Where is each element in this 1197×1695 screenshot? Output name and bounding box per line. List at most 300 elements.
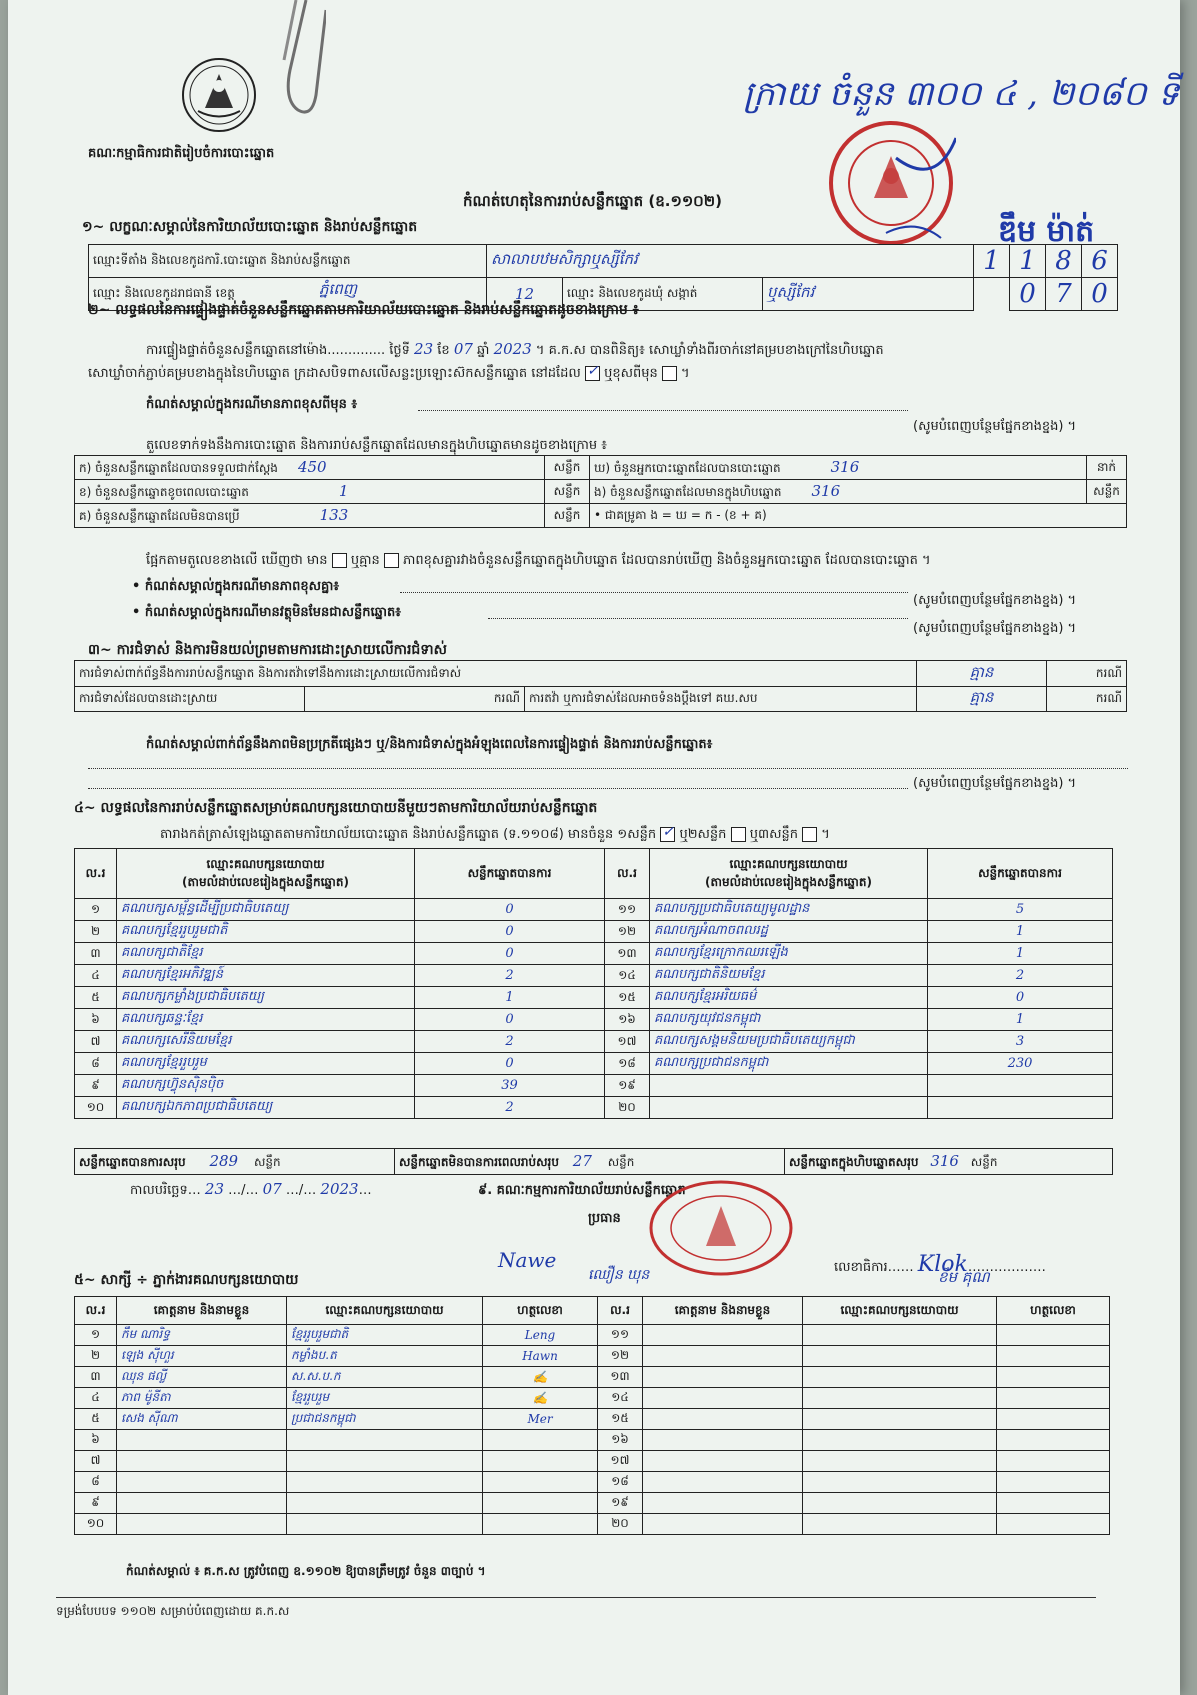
col-party: ឈ្មោះគណបក្សនយោបាយ [287, 1297, 483, 1325]
result-no: ៩ [75, 1075, 117, 1097]
verify-line [146, 340, 884, 361]
result-no: ៧ [75, 1031, 117, 1053]
witness-signature: Mer [483, 1409, 598, 1430]
results-body [75, 899, 1113, 1119]
count-b-cell [75, 480, 545, 504]
col-party: ឈ្មោះគណបក្សនយោបាយ [803, 1297, 997, 1325]
witness-name [117, 1472, 287, 1493]
commune-digit: 7 [1046, 278, 1082, 311]
witness-signature [997, 1367, 1110, 1388]
witness-name [643, 1367, 803, 1388]
col-votes: សន្លឹកឆ្នោតបានការ [415, 849, 605, 899]
witness-party [287, 1472, 483, 1493]
result-no: ៨ [75, 1053, 117, 1075]
note-diff-label: កំណត់សម្គាល់ក្នុងករណីមានភាពខុសពីមុន ៖ [146, 397, 358, 412]
witness-signature [483, 1430, 598, 1451]
result-votes: 0 [415, 943, 605, 965]
note-incident-line [488, 618, 908, 619]
table-row [75, 1346, 1110, 1367]
witness-party: ប្រជាជនកម្ពុជា [287, 1409, 483, 1430]
witness-party [803, 1514, 997, 1535]
table-row [75, 1009, 1113, 1031]
result-party: គណបក្សអំណាចពលរដ្ឋ [650, 921, 928, 943]
compare-line [146, 552, 931, 571]
witness-signature [483, 1514, 598, 1535]
col-party-label: ឈ្មោះគណបក្សនយោបាយ [729, 856, 848, 871]
count-d-label: ឃ) ចំនួនអ្នកបោះឆ្នោតដែលបានបោះឆ្នោត [594, 460, 781, 475]
unit-sheet: សន្លឹក [1087, 480, 1127, 504]
chairman-label: ប្រធាន [588, 1211, 621, 1226]
total-invalid-value: 27 [572, 1151, 592, 1170]
witness-no: ២ [75, 1346, 117, 1367]
count-b-value: 1 [338, 481, 349, 500]
unit-sheet: សន្លឹក [545, 504, 590, 528]
witness-no: ៤ [75, 1388, 117, 1409]
result-no: ១៣ [605, 943, 650, 965]
witness-name [643, 1451, 803, 1472]
check-mark: ✓ [586, 363, 599, 379]
col-no: ល.រ [605, 849, 650, 899]
objection-table [74, 660, 1127, 712]
witness-party [287, 1430, 483, 1451]
witness-name: កឹម ណារិទ្ធ [117, 1325, 287, 1346]
result-party [650, 1097, 928, 1119]
signer-name: ឌឹម ម៉ាត់ [998, 214, 1095, 249]
result-party: គណបក្សខ្មែររួបរួមជាតិ [117, 921, 415, 943]
two-sheet-checkbox[interactable] [731, 827, 746, 842]
objection-row1-value: គ្មាន [917, 661, 1047, 687]
result-no: ៦ [75, 1009, 117, 1031]
count-e-label: ង) ចំនួនសន្លឹកឆ្នោតដែលមានក្នុងហិបឆ្នោត [594, 484, 782, 499]
count-e-cell [590, 480, 1087, 504]
province-code: 12 [487, 278, 563, 311]
witness-signature: ✍ [483, 1367, 598, 1388]
code-digit: 6 [1082, 245, 1118, 278]
unit-person: នាក់ [1087, 456, 1127, 480]
opt2-label: ឬ២សន្លឹក [679, 827, 727, 842]
witness-party [803, 1367, 997, 1388]
witness-party [803, 1409, 997, 1430]
secretary-line: លេខាធិការ…… Klok……………… [834, 1252, 1046, 1277]
col-sign: ហត្ថលេខា [997, 1297, 1110, 1325]
date-month: 07 [262, 1180, 282, 1198]
document-page [8, 0, 1180, 1695]
witness-name [643, 1472, 803, 1493]
witness-no: ១៧ [598, 1451, 643, 1472]
result-votes: 2 [415, 1097, 605, 1119]
section4-heading: ៤~ លទ្ធផលនៃការរាប់សន្លឹកឆ្នោតសម្រាប់គណបក្សនយោបាយនីមួយៗតាមការិយាល័យរាប់សន្លឹកឆ្នោត [74, 800, 598, 816]
result-party: គណបក្សឯកភាពប្រជាធិបតេយ្យ [117, 1097, 415, 1119]
col-party [650, 849, 928, 899]
witness-no: ១ [75, 1325, 117, 1346]
table-row [75, 1451, 1110, 1472]
nec-logo-icon [180, 56, 258, 134]
form-title: កំណត់ហេតុនៃការរាប់សន្លឹកឆ្នោត (ឧ.១១០២) [463, 192, 723, 210]
witness-no: ៣ [75, 1367, 117, 1388]
note-mismatch-line [400, 592, 908, 593]
witness-name [643, 1493, 803, 1514]
result-party: គណបក្សខ្មែរក្រោកឈរឡើង [650, 943, 928, 965]
witness-party [803, 1451, 997, 1472]
verify-text: ការផ្ទៀងផ្ទាត់ចំនួនសន្លឹកឆ្នោតនៅម៉ោង.............. ថ្ងៃទី [146, 343, 410, 358]
table-row [75, 1325, 1110, 1346]
location-value: សាលាបឋមសិក្សាឬស្សីកែវ [487, 245, 974, 278]
witness-name [643, 1430, 803, 1451]
table-row [75, 1514, 1110, 1535]
commune-digit: 0 [1082, 278, 1118, 311]
total-box-value: 316 [930, 1151, 959, 1170]
witness-no: ៨ [75, 1472, 117, 1493]
col-party-label: ឈ្មោះគណបក្សនយោបាយ [206, 856, 325, 871]
result-party: គណបក្សប្រជាធិបតេយ្យមូលដ្ឋាន [650, 899, 928, 921]
total-valid-value: 289 [209, 1151, 239, 1170]
witness-signature: ✍ [483, 1388, 598, 1409]
changed-checkbox[interactable] [662, 366, 677, 381]
result-no: ២០ [605, 1097, 650, 1119]
compare-text: ផ្អែកតាមតួលេខខាងលើ ឃើញថា មាន [146, 553, 328, 568]
table-row [75, 1388, 1110, 1409]
footer-form-desc: ទម្រង់បែបបទ ១១០២ សម្រាប់បំពេញដោយ គ.ក.ស [56, 1604, 290, 1618]
result-votes: 0 [928, 987, 1113, 1009]
witness-name [643, 1409, 803, 1430]
section3-heading: ៣~ ការជំទាស់ និងការមិនយល់ព្រមតាមការដោះស្រាយលើការជំទាស់ [88, 642, 447, 658]
result-votes: 230 [928, 1053, 1113, 1075]
intact-checkbox[interactable] [585, 363, 600, 381]
result-no: ១៩ [605, 1075, 650, 1097]
three-sheet-checkbox[interactable] [802, 827, 817, 842]
total-invalid-label: សន្លឹកឆ្នោតមិនបានការពេលរាប់សរុប [399, 1154, 559, 1169]
witness-no: ១៣ [598, 1367, 643, 1388]
witness-party [803, 1430, 997, 1451]
result-party: គណបក្សសង្គមនិយមប្រជាធិបតេយ្យកម្ពុជា [650, 1031, 928, 1053]
one-sheet-checkbox[interactable] [660, 824, 675, 842]
no-diff-checkbox[interactable] [384, 553, 399, 568]
witness-body [75, 1325, 1110, 1535]
witness-signature [997, 1493, 1110, 1514]
witness-signature [997, 1514, 1110, 1535]
witness-party [803, 1472, 997, 1493]
commune-value: ឬស្សីកែវ [763, 278, 974, 311]
paper-clip-icon [276, 0, 326, 125]
witness-signature [997, 1346, 1110, 1367]
count-a-label: ក) ចំនួនសន្លឹកឆ្នោតដែលបានទទួលជាក់ស្តែង [79, 460, 278, 475]
witness-name [643, 1346, 803, 1367]
check-mark: ✓ [662, 824, 675, 840]
unit-sheet: សន្លឹក [545, 456, 590, 480]
resolved-label: ការជំទាស់ដែលបានដោះស្រាយ [75, 687, 305, 712]
date-day: 23 [204, 1180, 224, 1198]
result-party: គណបក្សឆន្ទៈខ្មែរ [117, 1009, 415, 1031]
witness-no: ១៥ [598, 1409, 643, 1430]
result-votes: 0 [415, 921, 605, 943]
section1-heading: ១~ លក្ខណៈសម្គាល់នៃការិយាល័យបោះឆ្នោត និងរាប់សន្លឹកឆ្នោត [82, 219, 418, 235]
total-invalid-cell [395, 1149, 785, 1175]
witness-signature [997, 1451, 1110, 1472]
witness-no: ១៩ [598, 1493, 643, 1514]
result-party: គណបក្សជាតិនិយមខ្មែរ [650, 965, 928, 987]
secretary-name: ខឹម គុណ [938, 1268, 990, 1286]
compare-text3: ភាពខុសគ្នារវាងចំនួនសន្លឹកឆ្នោតក្នុងហិបឆ្នោត ដែលបានរាប់ឃើញ និងចំនួនអ្នកបោះឆ្នោត ដែលបានបោះឆ្នោត ។ [403, 553, 931, 568]
verify-year: 2023 [493, 340, 532, 358]
witness-name [643, 1388, 803, 1409]
case-label: ករណី [1047, 661, 1127, 687]
col-sign: ហត្ថលេខា [483, 1297, 598, 1325]
section4-intro: តារាងកត់ត្រាសំឡេងឆ្នោតតាមការិយាល័យបោះឆ្នោត និងរាប់សន្លឹកឆ្នោត (ទ.១១០៨) មានចំនួន ១សន្លឹក [160, 827, 657, 842]
unit: សន្លឹក [607, 1154, 635, 1169]
please-fill-2: (សូមបំពេញបន្ថែមផ្នែកខាងខ្នង) ។ [913, 593, 1077, 608]
result-votes: 2 [415, 965, 605, 987]
result-votes: 5 [928, 899, 1113, 921]
results-table [74, 848, 1113, 1119]
section2-heading: ២~ លទ្ធផលនៃការផ្ទៀងផ្ទាត់ចំនួនសន្លឹកឆ្នោតតាមការិយាល័យបោះឆ្នោត និងរាប់សន្លឹកឆ្នោតដូចខាងក្រោម ៖ [88, 302, 639, 318]
section3-note-line1 [88, 768, 1128, 769]
table-row [75, 899, 1113, 921]
total-valid-label: សន្លឹកឆ្នោតបានការសរុប [79, 1154, 186, 1169]
total-valid-cell [75, 1149, 395, 1175]
appeal-value: គ្មាន [917, 687, 1047, 712]
result-no: ១០ [75, 1097, 117, 1119]
witness-party [803, 1493, 997, 1514]
section3-note-line2 [88, 788, 908, 789]
witness-party [287, 1493, 483, 1514]
result-votes: 1 [928, 1009, 1113, 1031]
col-party-sub: (តាមលំដាប់លេខរៀងក្នុងសន្លឹកឆ្នោត) [705, 874, 872, 889]
code-digit: 1 [1010, 245, 1046, 278]
count-d-value: 316 [830, 457, 860, 476]
unit: សន្លឹក [253, 1154, 281, 1169]
witness-party: ស.ស.ប.ក [287, 1367, 483, 1388]
witness-no: ១៤ [598, 1388, 643, 1409]
result-votes: 3 [928, 1031, 1113, 1053]
case-label: ករណី [1047, 687, 1127, 712]
verify-day: 23 [414, 340, 434, 358]
verify-month: 07 [453, 340, 473, 358]
unit: សន្លឹក [970, 1154, 998, 1169]
counts-intro: តួលេខទាក់ទងនឹងការបោះឆ្នោត និងការរាប់សន្លឹកឆ្នោតដែលមានក្នុងហិបឆ្នោតមានដូចខាងក្រោម ៖ [146, 438, 607, 453]
table-row [75, 1075, 1113, 1097]
result-no: ៤ [75, 965, 117, 987]
objection-row1-label: ការជំទាស់ពាក់ព័ន្ធនឹងការរាប់សន្លឹកឆ្នោត និងការតវ៉ាទៅនឹងការដោះស្រាយលើការជំទាស់ [75, 661, 917, 687]
total-box-label: សន្លឹកឆ្នោតក្នុងហិបឆ្នោតសរុប [789, 1154, 919, 1169]
witness-no: ១១ [598, 1325, 643, 1346]
please-fill-1: (សូមបំពេញបន្ថែមផ្នែកខាងខ្នង) ។ [913, 419, 1077, 434]
count-a-cell [75, 456, 545, 480]
formula: • ជាគម្រូគា ង = ឃ = ក - (ខ + គ) [590, 504, 1127, 528]
count-e-value: 316 [811, 481, 841, 500]
result-votes [928, 1075, 1113, 1097]
result-party: គណបក្សហ៊្វុនស៊ិនប៉ិច [117, 1075, 415, 1097]
witness-no: ១០ [75, 1514, 117, 1535]
witness-no: ២០ [598, 1514, 643, 1535]
blank-digit-cell [974, 278, 1010, 311]
table-row [75, 1430, 1110, 1451]
committee-label: ៩. គណៈកម្មការការិយាល័យរាប់សន្លឹកឆ្នោត [478, 1183, 686, 1198]
table-row [75, 1409, 1110, 1430]
table-row [75, 1097, 1113, 1119]
witness-signature [483, 1493, 598, 1514]
table-row [75, 943, 1113, 965]
col-no: ល.រ [75, 849, 117, 899]
result-no: ១ [75, 899, 117, 921]
result-no: ៥ [75, 987, 117, 1009]
result-no: ១៦ [605, 1009, 650, 1031]
section3-note: កំណត់សម្គាល់ពាក់ព័ន្ធនឹងភាពមិនប្រក្រតីផ្សេងៗ ឬ/និងការជំទាស់ក្នុងអំឡុងពេលនៃការផ្ទៀងផ្ទាត់ និងការរាប់សន្លឹកឆ្នោត៖ [146, 737, 713, 752]
result-no: ១២ [605, 921, 650, 943]
note-mismatch: • កំណត់សម្គាល់ក្នុងករណីមានភាពខុសគ្នា៖ [132, 579, 340, 594]
witness-name: ឈុន ផល្លី [117, 1367, 287, 1388]
result-votes: 0 [415, 1053, 605, 1075]
result-no: ៣ [75, 943, 117, 965]
col-no: ល.រ [598, 1297, 643, 1325]
footnote: កំណត់សម្គាល់ ៖ គ.ក.ស ត្រូវបំពេញ ឧ.១១០២ ឱ្យបានត្រឹមត្រូវ ចំនួន ៣ច្បាប់ ។ [126, 1564, 486, 1578]
table-row [75, 987, 1113, 1009]
count-c-value: 133 [319, 505, 349, 524]
count-c-cell [75, 504, 545, 528]
verify-line2: សោឃ្លាំចាក់ភ្ជាប់គម្របខាងក្នុងនៃហិបឆ្នោត ក្រដាសបិទពាសលើសន្លះប្រឡោះស៊កសន្លឹកឆ្នោត នៅដដែល ✓ ឬខុសពីមុន ។ [88, 363, 690, 381]
location-label: ឈ្មោះទីតាំង និងលេខកូដការិ.បោះឆ្នោត និងរាប់សន្លឹកឆ្នោត [89, 245, 487, 278]
witness-signature [483, 1472, 598, 1493]
witness-signature [483, 1451, 598, 1472]
count-a-value: 450 [297, 457, 327, 476]
witness-name: ឡេង ស៊ីហួរ [117, 1346, 287, 1367]
result-no: ១១ [605, 899, 650, 921]
witness-no: ៥ [75, 1409, 117, 1430]
red-seal-stamp [646, 1178, 796, 1278]
witness-name: សេង ស៊ីណា [117, 1409, 287, 1430]
count-c-label: គ) ចំនួនសន្លឹកឆ្នោតដែលមិនបានប្រើ [79, 508, 240, 523]
verify-text2: ។ គ.ក.ស បានពិនិត្យ៖ សោឃ្លាំទាំងពីរចាក់នៅគម្របខាងក្រៅនៃហិបឆ្នោត [535, 343, 884, 358]
result-votes: 1 [928, 943, 1113, 965]
witness-party [287, 1451, 483, 1472]
result-party: គណបក្សសម្ព័ន្ធដើម្បីប្រជាធិបតេយ្យ [117, 899, 415, 921]
col-votes: សន្លឹកឆ្នោតបានការ [928, 849, 1113, 899]
result-votes: 2 [415, 1031, 605, 1053]
table-row [75, 1493, 1110, 1514]
unit-sheet: សន្លឹក [545, 480, 590, 504]
note-diff-line [418, 410, 908, 411]
col-party [117, 849, 415, 899]
table-row [75, 921, 1113, 943]
witness-name [117, 1493, 287, 1514]
witness-party [803, 1388, 997, 1409]
date-line: កាលបរិច្ឆេទ… 23 …/… 07 …/… 2023… [130, 1180, 372, 1198]
result-party: គណបក្សជាតិខ្មែរ [117, 943, 415, 965]
count-d-cell [590, 456, 1087, 480]
witness-party [803, 1325, 997, 1346]
org-name: គណៈកម្មាធិការជាតិរៀបចំការបោះឆ្នោត [88, 146, 275, 161]
witness-signature [997, 1472, 1110, 1493]
result-votes: 0 [415, 1009, 605, 1031]
commune-label: ឈ្មោះ និងលេខកូដឃុំ សង្កាត់ [563, 278, 763, 311]
secretary-label: លេខាធិការ [834, 1260, 888, 1275]
witness-party [803, 1346, 997, 1367]
please-fill-4: (សូមបំពេញបន្ថែមផ្នែកខាងខ្នង) ។ [913, 776, 1077, 791]
or-not-label: ឬខុសពីមុន [604, 366, 658, 381]
table-row [75, 1031, 1113, 1053]
witness-party: កម្លាំងប.ត [287, 1346, 483, 1367]
result-votes: 2 [928, 965, 1113, 987]
witness-signature [997, 1430, 1110, 1451]
commune-digit: 0 [1010, 278, 1046, 311]
col-name: គោត្តនាម និងនាមខ្លួន [117, 1297, 287, 1325]
chairman-name: ឈឿន ឃុន [588, 1267, 650, 1283]
table-row [75, 1472, 1110, 1493]
result-votes: 1 [928, 921, 1113, 943]
witness-no: ១៨ [598, 1472, 643, 1493]
witness-name: ភាព ម៉ូនីតា [117, 1388, 287, 1409]
secretary-signature: Klok [917, 1252, 968, 1277]
witness-name [117, 1451, 287, 1472]
date-label: កាលបរិច្ឆេទ [130, 1183, 188, 1198]
witness-name [117, 1430, 287, 1451]
verify-line2-text: សោឃ្លាំចាក់ភ្ជាប់គម្របខាងក្នុងនៃហិបឆ្នោត ក្រដាសបិទពាសលើសន្លះប្រឡោះស៊កសន្លឹកឆ្នោត នៅដដែល [88, 366, 581, 381]
case-label: ករណី [305, 687, 525, 712]
footer-divider [56, 1597, 1096, 1598]
count-b-label: ខ) ចំនួនសន្លឹកឆ្នោតខូចពេលបោះឆ្នោត [79, 484, 249, 499]
result-votes: 1 [415, 987, 605, 1009]
province-value: ភ្នំពេញ [319, 280, 358, 298]
code-digit: 8 [1046, 245, 1082, 278]
witness-party: ខ្មែររួបរួមជាតិ [287, 1325, 483, 1346]
result-no: ១៧ [605, 1031, 650, 1053]
result-party [650, 1075, 928, 1097]
compare-text2: ឬគ្មាន [350, 553, 380, 568]
result-party: គណបក្សកម្លាំងប្រជាធិបតេយ្យ [117, 987, 415, 1009]
red-seal-stamp [826, 118, 956, 248]
witness-signature [997, 1325, 1110, 1346]
note-incident: • កំណត់សម្គាល់ក្នុងករណីមានវត្ថុមិនមែនជាសន្លឹកឆ្នោត៖ [132, 605, 401, 620]
witness-name [643, 1325, 803, 1346]
result-party: គណបក្សយុវជនកម្ពុជា [650, 1009, 928, 1031]
result-party: គណបក្សខ្មែរអភិវឌ្ឍន៍ [117, 965, 415, 987]
result-party: គណបក្សសេរីនិយមខ្មែរ [117, 1031, 415, 1053]
section4-intro-line: តារាងកត់ត្រាសំឡេងឆ្នោតតាមការិយាល័យបោះឆ្នោត និងរាប់សន្លឹកឆ្នោត (ទ.១១០៨) មានចំនួន ១សន្លឹក ✓ ឬ២សន្លឹក ឬ៣សន្លឹក ។ [160, 824, 830, 842]
counts-table [74, 455, 1127, 528]
col-no: ល.រ [75, 1297, 117, 1325]
col-party-sub: (តាមលំដាប់លេខរៀងក្នុងសន្លឹកឆ្នោត) [182, 874, 349, 889]
witness-signature [997, 1388, 1110, 1409]
totals-table [74, 1148, 1113, 1175]
result-votes: 39 [415, 1075, 605, 1097]
witness-no: ១២ [598, 1346, 643, 1367]
witness-party: ខ្មែររួបរួម [287, 1388, 483, 1409]
witness-signature: Hawn [483, 1346, 598, 1367]
witness-signature: Leng [483, 1325, 598, 1346]
witness-no: ៦ [75, 1430, 117, 1451]
province-label-text: ឈ្មោះ និងលេខកូដរាជធានី ខេត្ត [93, 286, 235, 300]
witness-no: ៩ [75, 1493, 117, 1514]
opt3-label: ឬ៣សន្លឹក [749, 827, 798, 842]
result-party: គណបក្សខ្មែររួបរួម [117, 1053, 415, 1075]
witness-name [117, 1514, 287, 1535]
chairman-signature: Nawe [498, 1248, 557, 1272]
year-label: ឆ្នាំ [477, 343, 490, 358]
table-row [75, 1367, 1110, 1388]
witness-no: ៧ [75, 1451, 117, 1472]
result-votes [928, 1097, 1113, 1119]
appeal-label: ការតវ៉ា ឬការជំទាស់ដែលអាចទំនងប្ដឹងទៅ គឃ.សប [525, 687, 917, 712]
handwritten-note: ក្រាយ ចំនួន ៣០០ ៤ , ២០៨០ ទី [743, 74, 1180, 114]
result-party: គណបក្សខ្មែរអរិយធម៌ [650, 987, 928, 1009]
witness-signature [997, 1409, 1110, 1430]
witness-no: ១៦ [598, 1430, 643, 1451]
result-votes: 0 [415, 899, 605, 921]
result-no: ១៤ [605, 965, 650, 987]
date-year: 2023 [320, 1180, 359, 1198]
code-digit: 1 [974, 245, 1010, 278]
has-diff-checkbox[interactable] [332, 553, 347, 568]
table-row [75, 1053, 1113, 1075]
